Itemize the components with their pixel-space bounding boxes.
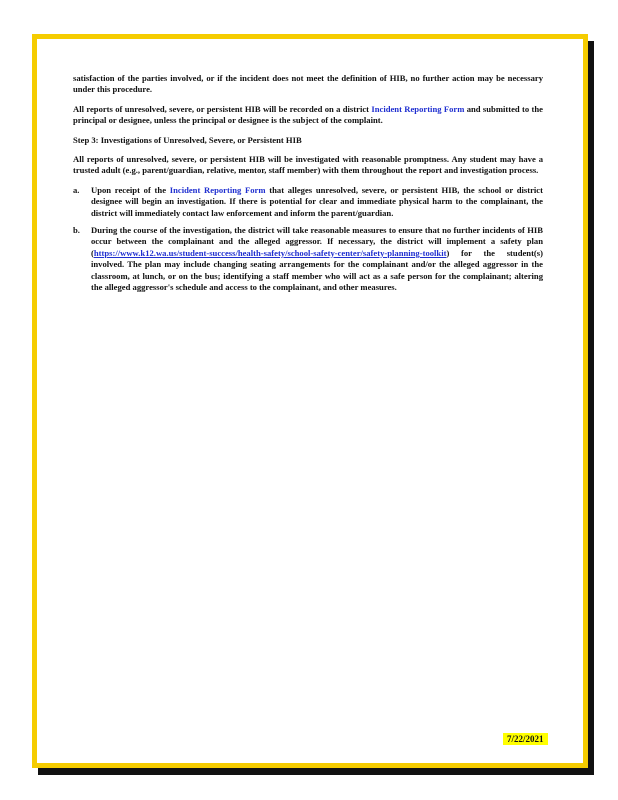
- list-item-text: [91, 185, 543, 219]
- list-item-a: [73, 185, 543, 219]
- list-item-text-part: Upon receipt of the: [91, 184, 167, 195]
- document-body: [73, 73, 543, 300]
- list-item-text-part: During the course of the investigation, the district will take reasonable measures to ensure that no further incidents of HIB occur between the complainant and the alleged aggressor. If necessary, the district will implement a safety plan (: [91, 225, 543, 258]
- list-item-text: [91, 225, 543, 293]
- footer-date: 7/22/2021: [503, 733, 548, 745]
- safety-planning-toolkit-link[interactable]: https://www.k12.wa.us/student-success/health-safety/school-safety-center/safety-planning-toolkit: [93, 247, 447, 258]
- paragraph-investigation: All reports of unresolved, severe, or persistent HIB will be investigated with reasonable promptness. Any student may have a trusted adult (e.g., parent/guardian, relative, mentor, staff member) with them throughout the report and investigation process.: [73, 154, 543, 176]
- paragraph-text: All reports of unresolved, severe, or persistent HIB will be recorded on a district: [73, 103, 370, 114]
- list-marker: a.: [73, 184, 80, 195]
- step-3-heading: Step 3: Investigations of Unresolved, Severe, or Persistent HIB: [73, 134, 302, 145]
- incident-reporting-form-link[interactable]: Incident Reporting Form: [169, 184, 266, 195]
- list-item-text-part: ) for the student(s) involved. The plan may include changing seating arrangements for the complainant and/or the alleged aggressor in the classroom, at lunch, or on the bus; identifying a staff member who will act as a safe person for the complainant; altering the alleged aggressor's schedule and access to the complainant, and other measures.: [91, 247, 543, 293]
- incident-report-form-link[interactable]: Incident Reporting Form: [371, 103, 465, 114]
- list-marker: b.: [73, 225, 80, 236]
- list-item-text-part: that alleges unresolved, severe, or persistent HIB, the school or district designee will begin an investigation. If there is potential for clear and immediate physical harm to the complainant, the district will immediately contact law enforcement and inform the parent/guardian.: [91, 184, 543, 218]
- paragraph-satisfaction: satisfaction of the parties involved, or if the incident does not meet the definition of HIB, no further action may be necessary under this procedure.: [73, 73, 543, 95]
- paragraph-text: and submitted to the principal or designee, unless the principal or designee is the subject of the complaint.: [73, 103, 543, 126]
- list-item-b: [73, 225, 543, 293]
- paragraph-recorded-reports: [73, 104, 543, 127]
